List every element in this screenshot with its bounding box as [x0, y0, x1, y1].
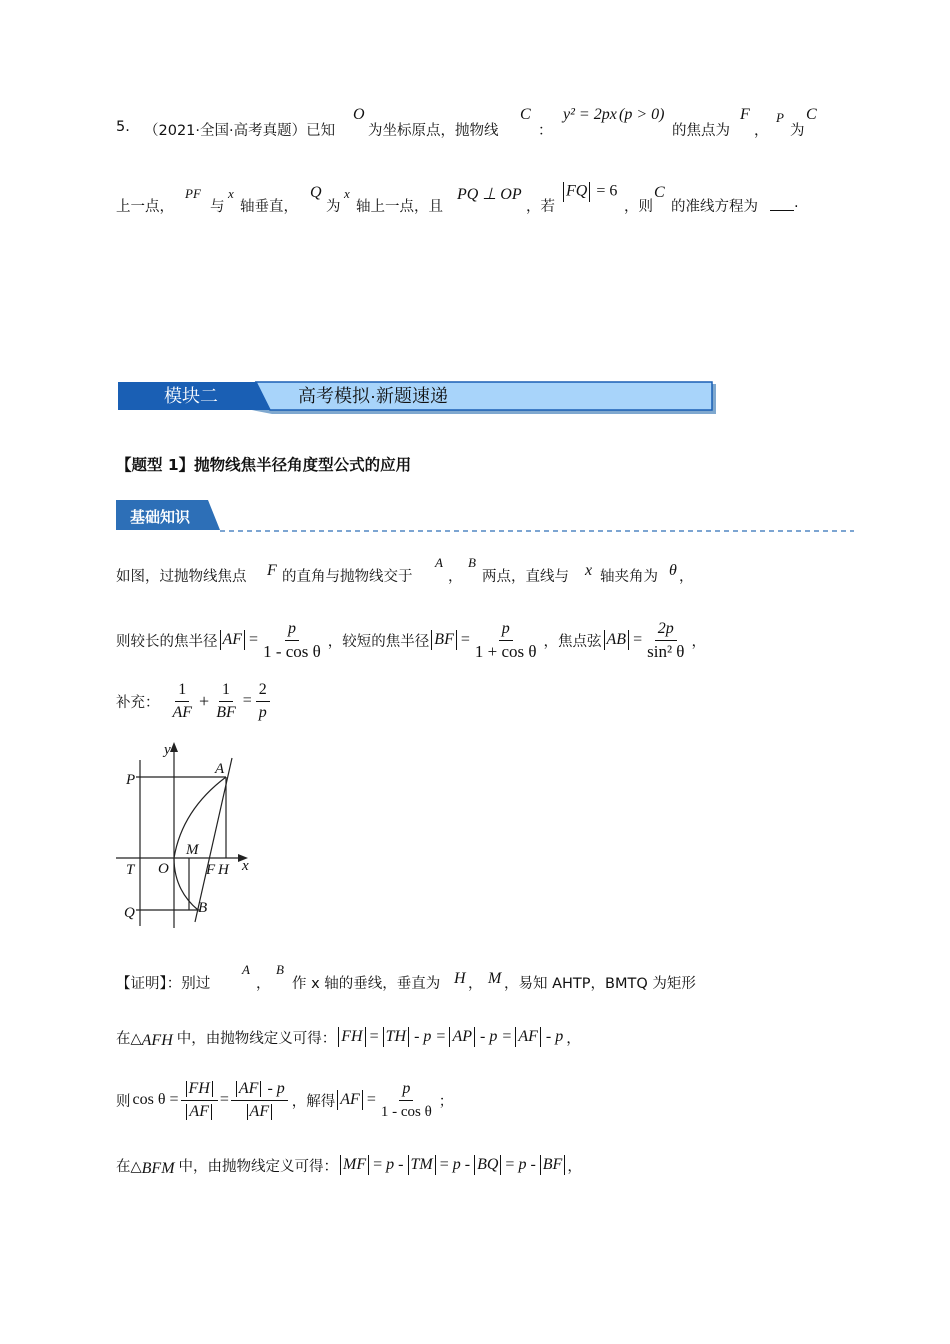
math-AB: AB	[606, 631, 627, 648]
frac-num: p	[285, 619, 299, 641]
knowledge-line1	[116, 555, 816, 589]
proof-text: ，	[256, 976, 271, 992]
frac-den: 1 + cos θ	[474, 641, 537, 661]
math-AF: AF	[340, 1091, 360, 1108]
problem-text: 为坐标原点，抛物线	[368, 123, 499, 139]
math-eq: =	[436, 1028, 446, 1045]
label-P: P	[126, 772, 136, 788]
math-p-minus: p -	[518, 1156, 536, 1173]
answer-blank	[770, 210, 794, 211]
math-eq: =	[366, 1091, 376, 1108]
math-AFH: AFH	[141, 1032, 173, 1049]
frac-p-1mcos	[378, 1079, 435, 1122]
proof-text: 在△	[116, 1030, 142, 1047]
math-O: O	[353, 106, 365, 123]
problem-text: 与	[210, 199, 225, 215]
math-condition: (p > 0)	[619, 106, 665, 123]
math-AF: AF	[222, 631, 243, 648]
proof-line4	[116, 1150, 582, 1180]
math-plus: +	[199, 690, 210, 711]
parabola-curve	[174, 777, 226, 910]
frac-den: 1 - cos θ	[263, 641, 321, 661]
math-cos: cos θ	[132, 1091, 166, 1108]
frac-num: p	[399, 1079, 413, 1101]
math-eq: =	[369, 1028, 379, 1045]
math-AF: AF	[518, 1028, 538, 1045]
frac-num: p	[499, 619, 513, 641]
label-M: M	[186, 842, 199, 858]
problem-text: 为	[790, 123, 805, 139]
problem-text: 上一点，	[116, 199, 174, 215]
frac-num: AF - p	[231, 1079, 288, 1101]
math-eq: =	[502, 1028, 512, 1045]
problem-text: ：	[538, 123, 553, 139]
proof-text: ，解得	[291, 1093, 336, 1110]
math-eq: =	[249, 631, 259, 648]
math-C: C	[520, 106, 531, 123]
math-x: x	[344, 186, 350, 201]
math-eq: =	[439, 1156, 449, 1173]
problem-source: （2021·全国·高考真题）已知	[144, 123, 336, 139]
math-eq: =	[505, 1156, 515, 1173]
math-TM: TM	[410, 1156, 433, 1173]
module-banner	[116, 380, 720, 416]
math-minus-p: - p	[479, 1028, 498, 1045]
math-A: A	[242, 962, 250, 977]
math-eq: =	[633, 631, 643, 648]
frac-den: 1 - cos θ	[380, 1103, 432, 1120]
frac-1-BF	[213, 680, 239, 723]
math-MF: MF	[343, 1156, 367, 1173]
proof-text: 【证明】：别过	[116, 976, 211, 992]
label-x: x	[242, 858, 249, 874]
math-x: x	[585, 562, 593, 579]
math-eq: =	[169, 1091, 179, 1108]
proof-text: 中，由抛物线定义可得：	[178, 1158, 339, 1175]
proof-line1	[116, 962, 816, 996]
math-minus-p: - p	[545, 1028, 564, 1045]
math-perp: PQ ⊥ OP	[457, 186, 522, 203]
label-y: y	[164, 742, 171, 758]
math-FQ: FQ	[566, 182, 588, 200]
frac-num: FH	[181, 1079, 218, 1101]
math-p-minus: p -	[386, 1156, 404, 1173]
label-O: O	[158, 861, 169, 877]
math-F: F	[740, 106, 750, 123]
math-BF: BF	[434, 631, 454, 648]
math-PF: PF	[185, 186, 201, 201]
problem-text: 为	[326, 199, 341, 215]
proof-text: ，	[468, 976, 483, 992]
formula-AB	[644, 619, 687, 662]
frac-den: AF	[242, 1101, 278, 1122]
knowledge-text: ，	[691, 633, 706, 650]
parabola-figure	[110, 740, 270, 940]
frac-den: AF	[181, 1101, 217, 1122]
knowledge-text: ，	[679, 569, 694, 585]
problem-text: ，若	[526, 199, 555, 215]
math-C: C	[654, 184, 665, 201]
tag-label: 基础知识	[130, 508, 191, 526]
formula-AF	[260, 619, 324, 662]
problem-number: 5.	[116, 119, 130, 135]
knowledge-tag	[116, 500, 856, 536]
math-eq: =	[219, 1091, 229, 1108]
knowledge-text: ，较短的焦半径	[327, 633, 430, 650]
proof-text: ，	[566, 1030, 581, 1047]
math-eq: =	[460, 631, 470, 648]
math-p-minus: p -	[452, 1156, 471, 1173]
knowledge-text: 轴夹角为	[600, 569, 658, 585]
label-T: T	[126, 862, 135, 878]
math-AP: AP	[452, 1028, 472, 1045]
math-B: B	[276, 962, 284, 977]
math-parabola-eq: y² = 2px	[563, 106, 617, 123]
math-eq6: = 6	[596, 182, 618, 200]
math-A: A	[435, 555, 443, 570]
frac-den: sin² θ	[647, 641, 685, 661]
section-heading: 【题型 1】抛物线焦半径角度型公式的应用	[116, 456, 412, 474]
frac-den: p	[258, 703, 267, 721]
knowledge-text: 则较长的焦半径	[116, 633, 218, 650]
math-FQ-eq	[561, 182, 617, 202]
label-H: H	[218, 862, 229, 878]
frac-num: 2p	[655, 619, 677, 641]
proof-text: 则	[116, 1093, 131, 1110]
knowledge-text: 两点，直线与	[482, 569, 569, 585]
proof-text: 中，由抛物线定义可得：	[176, 1030, 337, 1047]
math-B: B	[468, 555, 476, 570]
problem-text: 的准线方程为	[671, 199, 758, 215]
math-x: x	[228, 186, 234, 201]
knowledge-line2	[116, 615, 706, 665]
frac-AFp-AF	[231, 1079, 288, 1122]
label-B: B	[198, 900, 208, 916]
label-F: F	[206, 862, 216, 878]
knowledge-line3	[116, 676, 270, 726]
problem-text: 轴垂直，	[240, 199, 298, 215]
math-P: P	[776, 110, 784, 125]
math-FH: FH	[341, 1028, 363, 1045]
problem-text: 的焦点为	[672, 123, 730, 139]
frac-den: BF	[216, 703, 236, 721]
frac-1-AF	[170, 680, 196, 723]
proof-text: ，	[567, 1158, 582, 1175]
math-minus-p: - p	[414, 1028, 432, 1045]
tag-shape	[116, 500, 856, 536]
proof-text: 在△	[116, 1158, 142, 1175]
math-eq: =	[242, 692, 252, 709]
problem-5-line2	[116, 182, 816, 222]
formula-BF	[472, 619, 540, 662]
banner-left-label: 模块二	[164, 386, 218, 406]
math-TH: TH	[385, 1028, 407, 1045]
frac-FH-AF	[181, 1079, 218, 1122]
problem-text: ，	[754, 123, 769, 139]
math-C: C	[806, 106, 817, 123]
frac-num: 1	[219, 680, 233, 702]
label-A: A	[215, 761, 225, 777]
label-Q: Q	[124, 905, 135, 921]
proof-text: ；	[438, 1093, 454, 1110]
problem-text: 轴上一点，且	[356, 199, 443, 215]
math-theta: θ	[669, 562, 677, 579]
knowledge-text: 的直角与抛物线交于	[282, 569, 413, 585]
math-eq: =	[373, 1156, 383, 1173]
math-BQ: BQ	[477, 1156, 499, 1173]
knowledge-text: 如图，过抛物线焦点	[116, 569, 247, 585]
y-axis-arrow	[170, 742, 178, 752]
math-F: F	[267, 562, 277, 579]
math-M: M	[488, 970, 502, 987]
banner-right-label: 高考模拟·新题速递	[298, 386, 448, 406]
frac-num: 1	[175, 680, 189, 702]
frac-den: AF	[172, 703, 193, 721]
period: .	[794, 195, 799, 211]
math-Q: Q	[310, 184, 322, 201]
knowledge-text: ，焦点弦	[543, 633, 602, 650]
math-H: H	[454, 970, 466, 987]
math-BF: BF	[542, 1156, 563, 1173]
math-BFM: BFM	[141, 1160, 175, 1177]
proof-text: 作 x 轴的垂线，垂直为	[292, 976, 441, 992]
frac-2-p	[256, 680, 270, 723]
proof-line2	[116, 1022, 581, 1052]
frac-num: 2	[256, 680, 270, 702]
proof-text: ，易知 AHTP，BMTQ 为矩形	[504, 976, 696, 992]
problem-text: ，则	[624, 199, 653, 215]
knowledge-text: 补充：	[116, 694, 160, 711]
knowledge-text: ，	[448, 569, 463, 585]
proof-line3	[116, 1075, 453, 1125]
